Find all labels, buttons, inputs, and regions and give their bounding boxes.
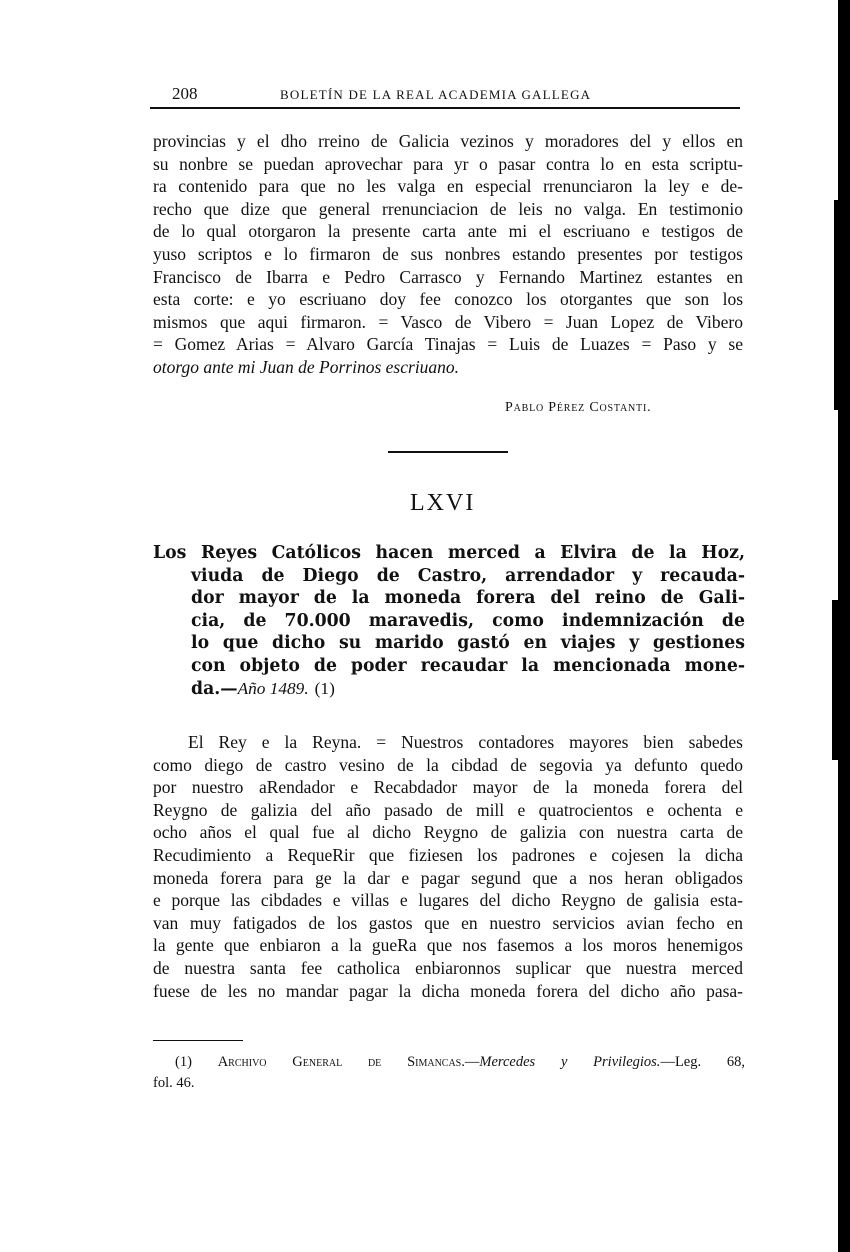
text-line: Francisco de Ibarra e Pedro Carrasco y Fernando Martinez estantes en <box>153 266 743 287</box>
section-separator <box>388 451 508 453</box>
title-ending: da.— <box>191 678 238 699</box>
page-number: 208 <box>172 84 198 103</box>
text-line: Recudimiento a RequeRir que fiziesen los padrones e cojesen la dicha <box>153 844 743 865</box>
title-line: con objeto de poder recaudar la mencionada mone- <box>191 655 745 676</box>
scanned-page-edge <box>838 0 850 1252</box>
title-line: cia, de 70.000 maravedis, como indemnización de <box>191 610 745 631</box>
footnote-series: Mercedes y Privilegios. <box>479 1054 661 1070</box>
footnote-reference[interactable]: (1) <box>314 678 335 698</box>
header-rule <box>150 107 740 109</box>
text-line: esta corte: e yo escriuano doy fee conozco los otorgantes que son los <box>153 289 743 310</box>
text-line: = Gomez Arias = Alvaro García Tinajas = Luis de Luazes = Paso y se <box>153 334 743 355</box>
running-header <box>150 78 740 108</box>
footnote-marker: (1) <box>175 1054 192 1070</box>
text-line: su nonbre se puedan aprovechar para yr o pasar contra lo en esta scriptu- <box>153 153 743 174</box>
text-line: recho que dize que general rrenunciacion de leis no valga. En testimonio <box>153 198 743 219</box>
document-title <box>153 542 745 700</box>
title-line: viuda de Diego de Castro, arrendador y recauda- <box>191 565 745 586</box>
page-edge-shadow <box>834 200 838 410</box>
text-line: ocho años el qual fue al dicho Reygno de galizia con nuestra carta de <box>153 822 743 843</box>
text-line: ra contenido para que no les valga en especial rrenunciaron la ley e de- <box>153 176 743 197</box>
footnote <box>153 1052 745 1094</box>
text-line: por nuestro aRendador e Recabdador mayor de la moneda forera del <box>153 777 743 798</box>
text-line: moneda forera para ge la dar e pagar segund que a nos heran obligados <box>153 867 743 888</box>
text-line: la gente que enbiaron a la gueRa que nos fasemos a los moros henemigos <box>153 935 743 956</box>
text-line: yuso scriptos e lo firmaron de sus nonbres estando presentes por testigos <box>153 243 743 264</box>
text-line: otorgo ante mi Juan de Porrinos escriuano. <box>153 356 460 377</box>
text-line: fuese de les no mandar pagar la dicha moneda forera del dicho año pasa- <box>153 980 743 1001</box>
footnote-reference: —Leg. 68, <box>660 1054 746 1070</box>
title-line: dor mayor de la moneda forera del reino de Gali- <box>191 588 745 609</box>
text-line: e porque las cibdades e villas e lugares del dicho Reygno de galisia esta- <box>153 890 743 911</box>
text-line: van muy fatigados de los gastos que en nuestro servicios avian fecho en <box>153 912 743 933</box>
text-line: Reygno de galizia del año pasado de mill e quatrocientos e ochenta e <box>153 799 743 820</box>
journal-title: BOLETÍN DE LA REAL ACADEMIA GALLEGA <box>280 87 592 102</box>
text-line: de nuestra santa fee catholica enbiaronnos suplicar que nuestra merced <box>153 957 743 978</box>
author-signature: Pablo Pérez Costanti. <box>505 400 652 415</box>
title-line: Los Reyes Católicos hacen merced a Elvira de la Hoz, <box>153 543 745 563</box>
text-line: mismos que aqui firmaron. = Vasco de Vibero = Juan Lopez de Vibero <box>153 311 743 332</box>
text-line: como diego de castro vesino de la cibdad de segovia ya defunto quedo <box>153 754 743 775</box>
title-line: lo que dicho su marido gastó en viajes y gestiones <box>191 633 745 654</box>
footnote-rule <box>153 1040 243 1041</box>
document-number: LXVI <box>410 490 476 516</box>
document-body-text <box>153 731 743 1002</box>
footnote-source: Archivo General de Simancas.— <box>217 1054 480 1070</box>
page-edge-shadow <box>832 600 838 760</box>
text-line: de lo qual otorgaron la presente carta ante mi el escriuano e testigos de <box>153 221 743 242</box>
text-line: provincias y el dho rreino de Galicia vezinos y moradores del y ellos en <box>153 131 743 151</box>
document-date: Año 1489. <box>237 678 309 698</box>
text-line: El Rey e la Reyna. = Nuestros contadores mayores bien sabedes <box>188 732 743 752</box>
footnote-line <box>153 1052 745 1073</box>
title-line-last <box>153 678 745 701</box>
footnote-folio: fol. 46. <box>153 1075 195 1091</box>
previous-document-text <box>153 130 743 379</box>
